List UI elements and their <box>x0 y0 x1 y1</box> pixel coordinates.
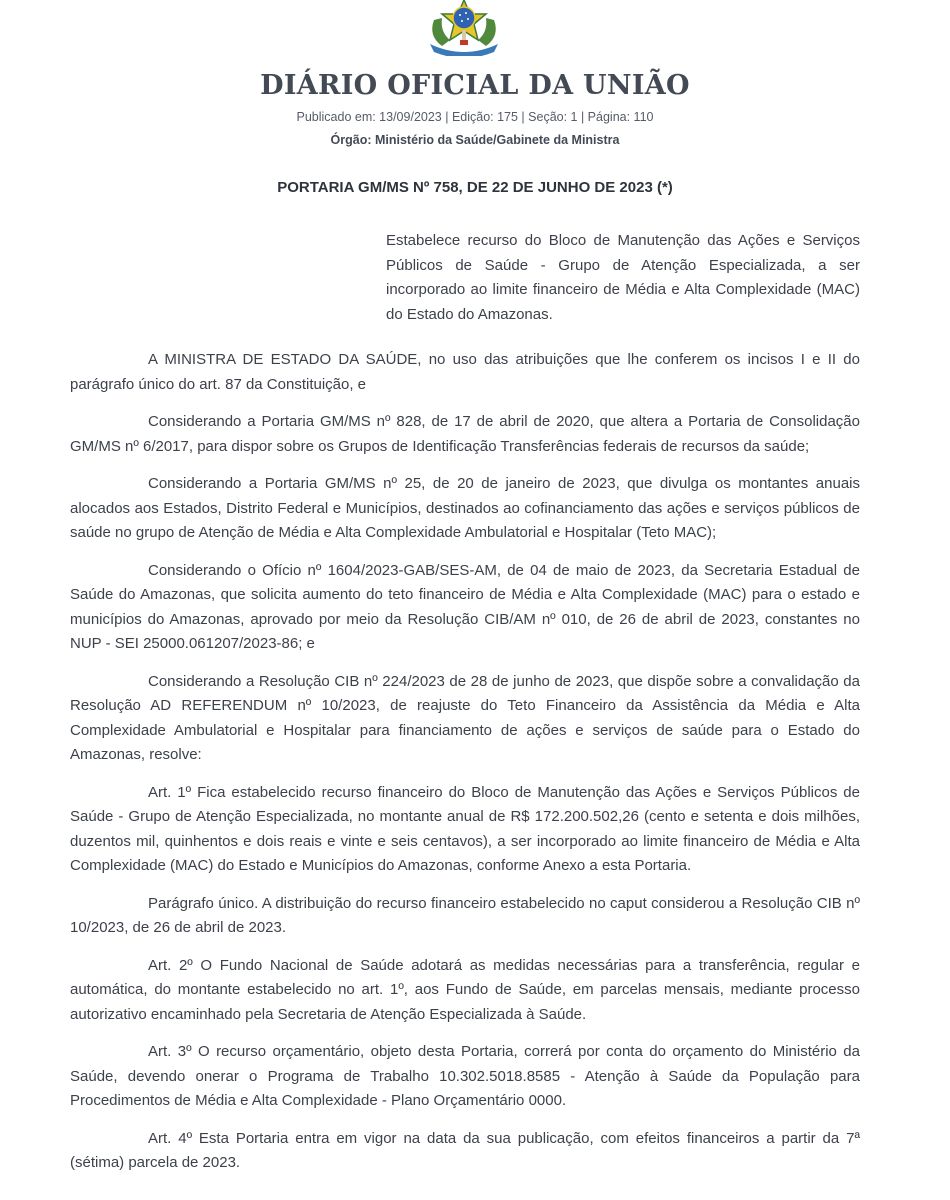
considering-paragraph: Considerando a Portaria GM/MS nº 828, de 17 de abril de 2020, que altera a Portaria de Consolidação GM/MS nº 6/2017, para dispor sobre os Grupos de Identificação Transferências federais de recursos da saúde; <box>70 413 860 455</box>
brazil-coat-of-arms-icon <box>420 0 508 56</box>
act-title: PORTARIA GM/MS Nº 758, DE 22 DE JUNHO DE 2023 (*) <box>277 179 673 196</box>
article-3: Art. 3º O recurso orçamentário, objeto desta Portaria, correrá por conta do orçamento do Ministério da Saúde, devendo onerar o Programa de Trabalho 10.302.5018.8585 - Atenção à Saúde da População para Procedimentos de Média e Alta Complexidade - Plano Orçamentário 0000. <box>70 1043 860 1109</box>
preamble-paragraph: A MINISTRA DE ESTADO DA SAÚDE, no uso das atribuições que lhe conferem os incisos I e II do parágrafo único do art. 87 da Constituição, e <box>70 351 860 393</box>
considering-paragraph: Considerando a Portaria GM/MS nº 25, de 20 de janeiro de 2023, que divulga os montantes anuais alocados aos Estados, Distrito Federal e Municípios, destinados ao cofinanciamento das ações e serviços públicos de saúde no grupo de Atenção de Média e Alta Complexidade Ambulatorial e Hospitalar (Teto MAC); <box>70 475 860 541</box>
masthead-title: DIÁRIO OFICIAL DA UNIÃO <box>260 70 690 101</box>
article-1: Art. 1º Fica estabelecido recurso financeiro do Bloco de Manutenção das Ações e Serviços Públicos de Saúde - Grupo de Atenção Especializada, no montante anual de R$ 172.200.502,26 (cento e setenta e dois milhões, duzentos mil, quinhentos e dois reais e vinte e seis centavos), a ser incorporado ao limite financeiro de Média e Alta Complexidade (MAC) do Estado e Municípios do Amazonas, conforme Anexo a esta Portaria. <box>70 783 860 874</box>
article-1-sole-paragraph: Parágrafo único. A distribuição do recurso financeiro estabelecido no caput considerou a Resolução CIB nº 10/2023, de 26 de abril de 2023. <box>70 894 860 936</box>
act-body <box>70 348 860 1189</box>
publication-info: Publicado em: 13/09/2023 | Edição: 175 | Seção: 1 | Página: 110 <box>296 110 654 124</box>
article-2: Art. 2º O Fundo Nacional de Saúde adotará as medidas necessárias para a transferência, regular e automática, do montante estabelecido no art. 1º, aos Fundo de Saúde, em parcelas mensais, mediante processo autorizativo encaminhado pela Secretaria de Atenção Especializada à Saúde. <box>70 956 860 1023</box>
considering-paragraph: Considerando o Ofício nº 1604/2023-GAB/SES-AM, de 04 de maio de 2023, da Secretaria Estadual de Saúde do Amazonas, que solicita aumento do teto financeiro de Média e Alta Complexidade (MAC) para o estado e municípios do Amazonas, aprovado por meio da Resolução CIB/AM nº 010, de 26 de abril de 2023, constantes no NUP - SEI 25000.061207/2023-86; e <box>70 561 860 652</box>
article-4: Art. 4º Esta Portaria entra em vigor na data da sua publicação, com efeitos financeiros a partir da 7ª (sétima) parcela de 2023. <box>70 1129 860 1171</box>
issuing-body: Órgão: Ministério da Saúde/Gabinete da Ministra <box>330 133 620 147</box>
considering-paragraph: Considerando a Resolução CIB nº 224/2023 de 28 de junho de 2023, que dispõe sobre a convalidação da Resolução AD REFERENDUM nº 10/2023, de reajuste do Teto Financeiro da Assistência da Média e Alta Complexidade Ambulatorial e Hospitalar para financiamento de ações e serviços de saúde para o Estado do Amazonas, resolve: <box>70 672 860 763</box>
act-summary: Estabelece recurso do Bloco de Manutenção das Ações e Serviços Públicos de Saúde - Grupo de Atenção Especializada, a ser incorporado ao limite financeiro de Média e Alta Complexidade (MAC) do Estado do Amazonas. <box>386 232 860 323</box>
